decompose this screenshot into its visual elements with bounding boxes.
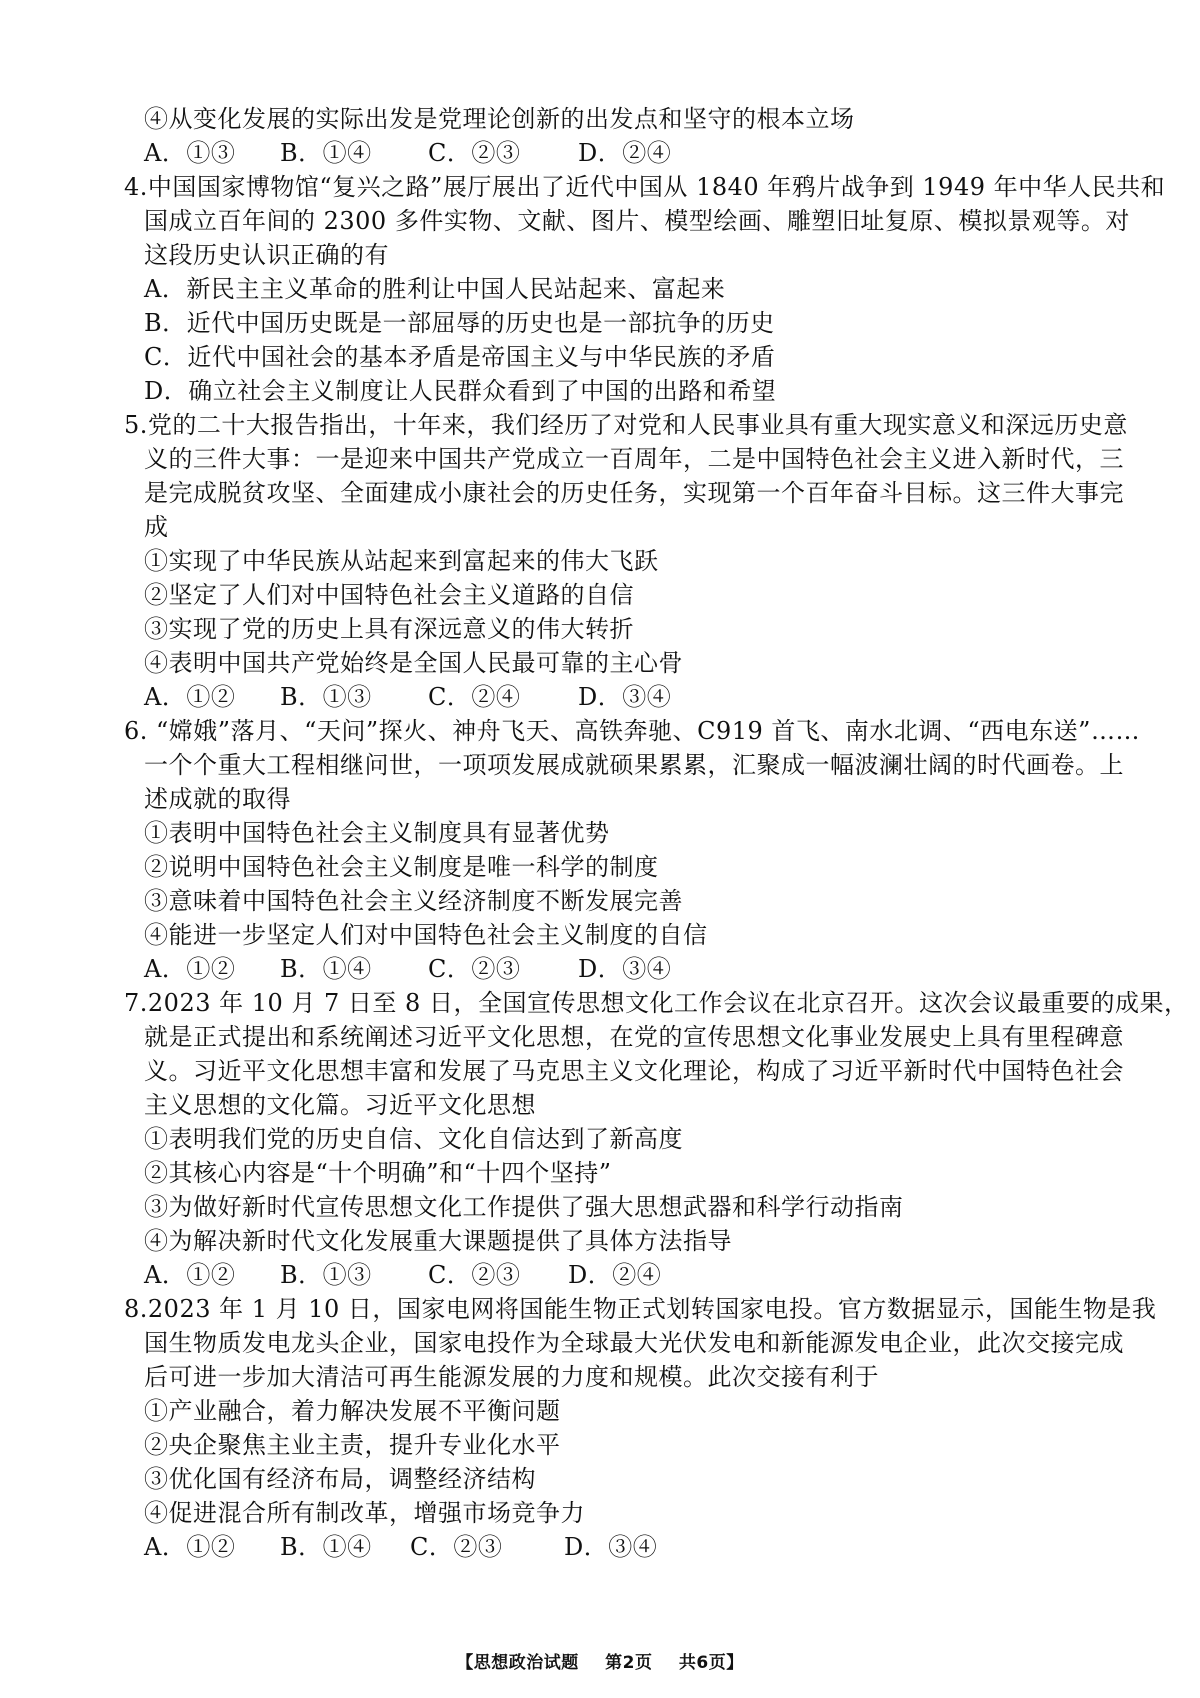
footer-total-pages: 共6页】 (678, 1653, 744, 1673)
q7-stem-line-4: 主义思想的文化篇。习近平文化思想 (144, 1091, 536, 1119)
q3-option-c: C．②③ (428, 139, 521, 167)
q6-stem-line-3: 述成就的取得 (144, 785, 291, 813)
q5-option-b: B．①③ (280, 683, 372, 711)
q8-item-3: ③优化国有经济布局，调整经济结构 (144, 1465, 536, 1493)
q8-item-2: ②央企聚焦主业主责，提升专业化水平 (144, 1431, 561, 1459)
q7-item-4: ④为解决新时代文化发展重大课题提供了具体方法指导 (144, 1227, 732, 1255)
q5-option-c: C．②④ (428, 683, 521, 711)
q8-option-a: A．①② (144, 1533, 236, 1561)
q6-stem-line-1: 6. “嫦娥”落月、“天问”探火、神舟飞天、高铁奔驰、C919 首飞、南水北调、“西电东送”…… (124, 717, 1140, 745)
q7-option-a: A．①② (144, 1261, 236, 1289)
footer-subject: 【思想政治试题 (456, 1653, 579, 1673)
q7-options (144, 1258, 1144, 1292)
q4-stem-line-1: 4.中国国家博物馆“复兴之路”展厅展出了近代中国从 1840 年鸦片战争到 1949 年中华人民共和 (124, 173, 1166, 201)
q6-options (144, 952, 1144, 986)
q7-option-c: C．②③ (428, 1261, 521, 1289)
q3-option-d: D．②④ (578, 139, 672, 167)
q4-choice-a: A．新民主主义革命的胜利让中国人民站起来、富起来 (144, 275, 726, 303)
q7-item-3: ③为做好新时代宣传思想文化工作提供了强大思想武器和科学行动指南 (144, 1193, 904, 1221)
q6-item-2: ②说明中国特色社会主义制度是唯一科学的制度 (144, 853, 659, 881)
q8-options (144, 1530, 1144, 1564)
q3-item-4: ④从变化发展的实际出发是党理论创新的出发点和坚守的根本立场 (144, 105, 855, 133)
q5-item-3: ③实现了党的历史上具有深远意义的伟大转折 (144, 615, 634, 643)
footer-page-number: 第2页 (605, 1653, 653, 1673)
q4-choice-b: B．近代中国历史既是一部屈辱的历史也是一部抗争的历史 (144, 309, 775, 337)
q6-option-d: D．③④ (578, 955, 672, 983)
q5-stem-line-3: 是完成脱贫攻坚、全面建成小康社会的历史任务，实现第一个百年奋斗目标。这三件大事完 (144, 479, 1124, 507)
q4-stem-line-2: 国成立百年间的 2300 多件实物、文献、图片、模型绘画、雕塑旧址复原、模拟景观等。对 (144, 207, 1130, 235)
q7-stem-line-3: 义。习近平文化思想丰富和发展了马克思主义文化理论，构成了习近平新时代中国特色社会 (144, 1057, 1124, 1085)
q8-option-b: B．①④ (280, 1533, 372, 1561)
q8-stem-line-1: 8.2023 年 1 月 10 日，国家电网将国能生物正式划转国家电投。官方数据显示，国能生物是我 (124, 1295, 1157, 1323)
q3-option-a: A．①③ (144, 139, 236, 167)
q6-stem-line-2: 一个个重大工程相继问世，一项项发展成就硕果累累，汇聚成一幅波澜壮阔的时代画卷。上 (144, 751, 1124, 779)
q3-options (144, 136, 1144, 170)
q6-option-b: B．①④ (280, 955, 372, 983)
q5-item-1: ①实现了中华民族从站起来到富起来的伟大飞跃 (144, 547, 659, 575)
q7-item-1: ①表明我们党的历史自信、文化自信达到了新高度 (144, 1125, 683, 1153)
q7-option-d: D．②④ (568, 1261, 662, 1289)
q5-stem-line-2: 义的三件大事：一是迎来中国共产党成立一百周年，二是中国特色社会主义进入新时代，三 (144, 445, 1124, 473)
q4-choice-c: C．近代中国社会的基本矛盾是帝国主义与中华民族的矛盾 (144, 343, 776, 371)
page-footer (0, 1648, 1200, 1673)
q8-stem-line-3: 后可进一步加大清洁可再生能源发展的力度和规模。此次交接有利于 (144, 1363, 879, 1391)
q5-options (144, 680, 1144, 714)
q5-item-2: ②坚定了人们对中国特色社会主义道路的自信 (144, 581, 634, 609)
q5-item-4: ④表明中国共产党始终是全国人民最可靠的主心骨 (144, 649, 683, 677)
q8-item-4: ④促进混合所有制改革，增强市场竞争力 (144, 1499, 585, 1527)
q3-option-b: B．①④ (280, 139, 372, 167)
q6-item-4: ④能进一步坚定人们对中国特色社会主义制度的自信 (144, 921, 708, 949)
q8-option-c: C．②③ (410, 1533, 503, 1561)
q4-choice-d: D．确立社会主义制度让人民群众看到了中国的出路和希望 (144, 377, 777, 405)
q5-stem-line-4: 成 (144, 513, 169, 541)
q7-item-2: ②其核心内容是“十个明确”和“十四个坚持” (144, 1159, 612, 1187)
q8-option-d: D．③④ (564, 1533, 658, 1561)
q4-stem-line-3: 这段历史认识正确的有 (144, 241, 389, 269)
q7-stem-line-1: 7.2023 年 10 月 7 日至 8 日，全国宣传思想文化工作会议在北京召开。这次会议最重要的成果， (124, 989, 1189, 1017)
q6-item-3: ③意味着中国特色社会主义经济制度不断发展完善 (144, 887, 683, 915)
q6-option-c: C．②③ (428, 955, 521, 983)
q6-option-a: A．①② (144, 955, 236, 983)
q5-option-d: D．③④ (578, 683, 672, 711)
q8-item-1: ①产业融合，着力解决发展不平衡问题 (144, 1397, 561, 1425)
q8-stem-line-2: 国生物质发电龙头企业，国家电投作为全球最大光伏发电和新能源发电企业，此次交接完成 (144, 1329, 1124, 1357)
q7-stem-line-2: 就是正式提出和系统阐述习近平文化思想，在党的宣传思想文化事业发展史上具有里程碑意 (144, 1023, 1124, 1051)
q7-option-b: B．①③ (280, 1261, 372, 1289)
q5-option-a: A．①② (144, 683, 236, 711)
q6-item-1: ①表明中国特色社会主义制度具有显著优势 (144, 819, 610, 847)
q5-stem-line-1: 5.党的二十大报告指出，十年来，我们经历了对党和人民事业具有重大现实意义和深远历史意 (124, 411, 1128, 439)
